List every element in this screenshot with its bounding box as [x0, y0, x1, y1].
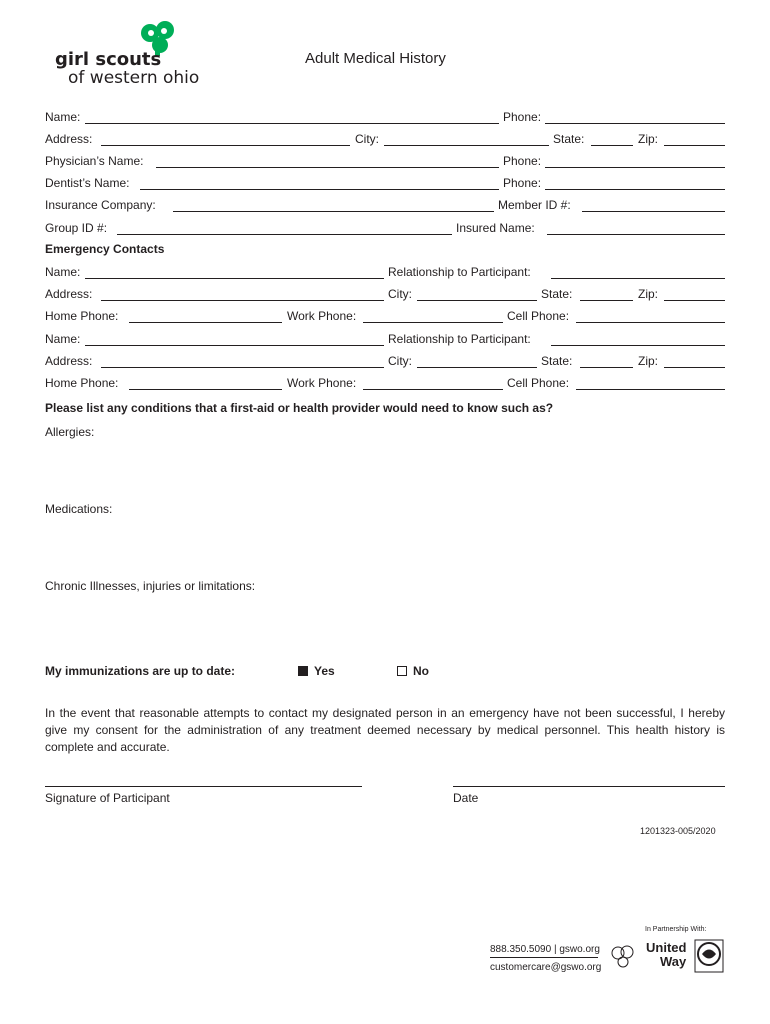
united-way-emblem-icon: [694, 939, 724, 973]
physician-row: [45, 153, 725, 171]
ec1-relationship-field[interactable]: [551, 278, 725, 279]
ec2-work-phone-label: Work Phone:: [287, 376, 357, 390]
ec2-zip-field[interactable]: [664, 367, 725, 368]
ec1-name-label: Name:: [45, 265, 81, 279]
form-code: 1201323-005/2020: [640, 826, 716, 836]
dentist-phone-field[interactable]: [545, 189, 725, 190]
ec1-home-phone-label: Home Phone:: [45, 309, 119, 323]
group-id-label: Group ID #:: [45, 221, 108, 235]
city-label: City:: [355, 132, 379, 146]
ec1-name-row: [45, 264, 725, 282]
way-text: Way: [660, 954, 687, 969]
ec2-state-field[interactable]: [580, 367, 633, 368]
ec2-cell-phone-label: Cell Phone:: [507, 376, 570, 390]
ec2-city-field[interactable]: [417, 367, 537, 368]
state-field[interactable]: [591, 145, 633, 146]
group-row: [45, 220, 725, 238]
insurance-label: Insurance Company:: [45, 198, 156, 212]
ec2-address-field[interactable]: [101, 367, 384, 368]
insured-name-label: Insured Name:: [456, 221, 535, 235]
ec2-relationship-field[interactable]: [551, 345, 725, 346]
phone-label: Phone:: [503, 110, 542, 124]
ec1-home-phone-field[interactable]: [129, 322, 282, 323]
insurance-field[interactable]: [173, 211, 494, 212]
insured-name-field[interactable]: [547, 234, 725, 235]
dentist-field[interactable]: [140, 189, 499, 190]
logo-line1: girl scouts: [55, 49, 162, 70]
dentist-label: Dentist’s Name:: [45, 176, 130, 190]
logo-line2: of western ohio: [68, 68, 200, 88]
emergency-heading: Emergency Contacts: [45, 242, 165, 256]
zip-field[interactable]: [664, 145, 725, 146]
chronic-label: Chronic Illnesses, injuries or limitations:: [45, 579, 256, 593]
ec1-zip-label: Zip:: [638, 287, 659, 301]
medications-field[interactable]: [45, 520, 725, 570]
ec2-address-label: Address:: [45, 354, 93, 368]
ec1-name-field[interactable]: [85, 278, 384, 279]
united-way-logo: [646, 941, 686, 969]
ec1-address-row: [45, 286, 725, 304]
allergies-field[interactable]: [45, 443, 725, 493]
state-label: State:: [553, 132, 585, 146]
ec2-home-phone-label: Home Phone:: [45, 376, 119, 390]
immunizations-label: My immunizations are up to date:: [45, 664, 236, 678]
ec2-relationship-label: Relationship to Participant:: [388, 332, 531, 346]
footer-email: customercare@gswo.org: [490, 962, 602, 973]
ec1-city-label: City:: [388, 287, 412, 301]
ec1-work-phone-label: Work Phone:: [287, 309, 357, 323]
signature-label: Signature of Participant: [45, 791, 170, 805]
yes-label: Yes: [314, 664, 335, 678]
address-field[interactable]: [101, 145, 350, 146]
united-text: United: [646, 940, 687, 955]
ec1-address-field[interactable]: [101, 300, 384, 301]
ec2-city-label: City:: [388, 354, 412, 368]
ec2-name-field[interactable]: [85, 345, 384, 346]
ec2-home-phone-field[interactable]: [129, 389, 282, 390]
ec2-cell-phone-field[interactable]: [576, 389, 725, 390]
ec1-zip-field[interactable]: [664, 300, 725, 301]
name-row: [45, 109, 725, 127]
ec1-address-label: Address:: [45, 287, 93, 301]
group-id-field[interactable]: [117, 234, 452, 235]
ec1-cell-phone-label: Cell Phone:: [507, 309, 570, 323]
ec2-phone-row: [45, 375, 725, 393]
medications-label: Medications:: [45, 502, 113, 516]
ec2-state-label: State:: [541, 354, 573, 368]
insurance-row: [45, 197, 725, 215]
ec1-cell-phone-field[interactable]: [576, 322, 725, 323]
ec1-work-phone-field[interactable]: [363, 322, 503, 323]
address-row: [45, 131, 725, 149]
physician-label: Physician’s Name:: [45, 154, 144, 168]
partnership-label: In Partnership With:: [645, 926, 707, 933]
ec1-phone-row: [45, 308, 725, 326]
no-checkbox-icon[interactable]: [397, 666, 407, 676]
physician-phone-field[interactable]: [545, 167, 725, 168]
name-field[interactable]: [85, 123, 499, 124]
immunizations-no-option[interactable]: [397, 664, 429, 678]
footer-phone-web: 888.350.5090 | gswo.org: [490, 944, 600, 955]
member-id-field[interactable]: [582, 211, 725, 212]
conditions-heading: Please list any conditions that a first-aid or health provider would need to know such as?: [45, 401, 554, 415]
yes-checkbox-icon[interactable]: [298, 666, 308, 676]
dentist-row: [45, 175, 725, 193]
signature-line[interactable]: [45, 786, 362, 787]
trefoil-outline-icon: [610, 944, 634, 972]
phone-field[interactable]: [545, 123, 725, 124]
physician-field[interactable]: [156, 167, 499, 168]
name-label: Name:: [45, 110, 81, 124]
ec2-name-label: Name:: [45, 332, 81, 346]
physician-phone-label: Phone:: [503, 154, 542, 168]
date-line[interactable]: [453, 786, 725, 787]
ec1-state-field[interactable]: [580, 300, 633, 301]
footer-divider: [490, 957, 598, 958]
ec1-city-field[interactable]: [417, 300, 537, 301]
no-label: No: [413, 664, 429, 678]
allergies-label: Allergies:: [45, 425, 95, 439]
page-title: Adult Medical History: [305, 50, 446, 67]
zip-label: Zip:: [638, 132, 659, 146]
city-field[interactable]: [384, 145, 549, 146]
immunizations-yes-option[interactable]: [298, 664, 335, 678]
dentist-phone-label: Phone:: [503, 176, 542, 190]
chronic-field[interactable]: [45, 597, 725, 652]
ec2-address-row: [45, 353, 725, 371]
ec2-zip-label: Zip:: [638, 354, 659, 368]
ec2-work-phone-field[interactable]: [363, 389, 503, 390]
member-id-label: Member ID #:: [498, 198, 571, 212]
ec1-state-label: State:: [541, 287, 573, 301]
address-label: Address:: [45, 132, 93, 146]
consent-paragraph: In the event that reasonable attempts to contact my designated person in an emergency have not been successful, I hereby give my consent for the administration of any treatment deemed necessary by medical personnel. This health history is complete and accurate.: [45, 706, 725, 754]
date-label: Date: [453, 791, 479, 805]
ec1-relationship-label: Relationship to Participant:: [388, 265, 531, 279]
ec2-name-row: [45, 331, 725, 349]
